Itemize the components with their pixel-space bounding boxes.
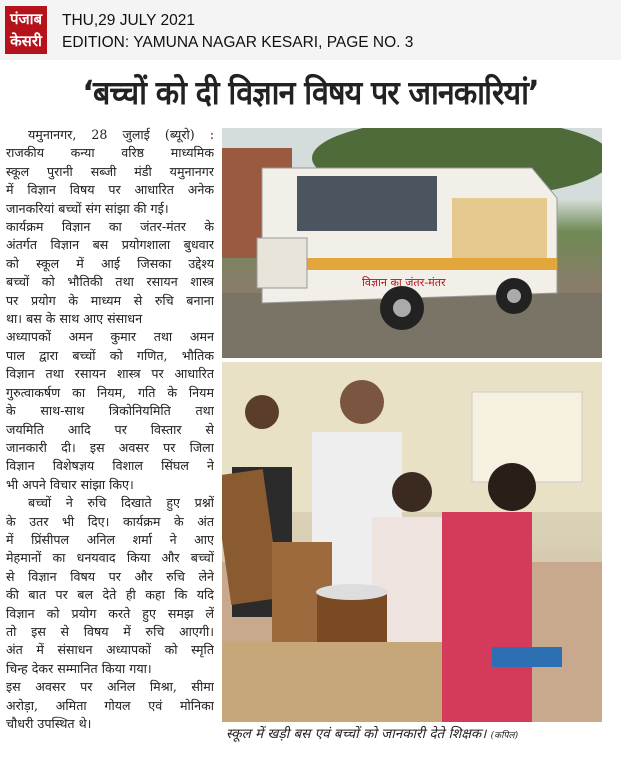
edition-date: THU,29 JULY 2021 xyxy=(62,12,195,29)
article-line: कार्यक्रम विज्ञान का जंतर-मंतर के xyxy=(6,219,214,235)
article-line: अंत में संसाधन अध्यापकों को स्मृति xyxy=(6,642,214,658)
article-line: जानकारी दी। इस अवसर पर जिला xyxy=(6,439,214,455)
logo-line-1: पंजाब xyxy=(9,10,43,28)
article-line: विज्ञान विशेषज्ञय विशाल सिंघल ने xyxy=(6,458,214,474)
photo-credit: (कपिल) xyxy=(490,731,519,741)
article-line: जयमिति आदि पर विस्तार से xyxy=(6,421,214,437)
article-line: राजकीय कन्या वरिष्ठ माध्यमिक xyxy=(6,145,214,161)
article-line: के उतर भी दिए। कार्यक्रम के अंत xyxy=(6,513,214,529)
article-line: विज्ञान तथा रसायन शास्त्र पर आधारित xyxy=(6,366,214,382)
article-line: के साथ-साथ त्रिकोनियमिति तथा xyxy=(6,403,214,419)
photo-caption xyxy=(226,724,518,742)
article-line: था। बस के साथ आए संसाधन xyxy=(6,311,143,327)
article-line: पाल द्वारा बच्चों को गणित, भौतिक xyxy=(6,347,214,363)
article-line: विज्ञान को प्रयोग करते हुए समझ लें xyxy=(6,605,214,621)
edition-header xyxy=(0,0,621,60)
article-line: बच्चों ने रुचि दिखाते हुए प्रश्नों xyxy=(28,495,214,511)
article-line: अरोड़ा, अमिता गोयल एवं मोनिका xyxy=(6,697,214,713)
article-body xyxy=(6,126,214,733)
science-bus-photo xyxy=(222,128,602,358)
article-line: यमुनानगर, 28 जुलाई (ब्यूरो) : xyxy=(28,127,214,142)
classroom-demonstration-photo xyxy=(222,362,602,722)
article-line: इस अवसर पर अनिल मिश्रा, सीमा xyxy=(6,679,214,695)
edition-info: EDITION: YAMUNA NAGAR KESARI, PAGE NO. 3 xyxy=(62,34,414,51)
article-line: से विज्ञान विषय पर और रुचि लेने xyxy=(6,568,214,584)
article-line: बच्चों को भौतिकी तथा रसायन शास्त्र xyxy=(6,274,214,290)
article-line: में विज्ञान विषय पर आधारित अनेक xyxy=(6,182,214,198)
article-line: की बात पर बल देते ही कहा कि यदि xyxy=(6,587,214,603)
logo-line-2: केसरी xyxy=(10,32,42,50)
article-line: मेहमानों का धनयवाद किया और बच्चों xyxy=(6,550,214,566)
article-line: को स्कूल में आई जिसका उद्देश्य xyxy=(6,255,214,271)
punjab-kesari-logo xyxy=(5,6,47,54)
article-line: चिन्ह देकर सम्मानित किया गया। xyxy=(6,660,152,676)
article-line: तो इस से विषय में रुचि आएगी। xyxy=(6,623,214,639)
article-line: अंतर्गत विज्ञान बस प्रयोगशाला बुधवार xyxy=(6,237,214,253)
bus-label: विज्ञान का जंतर-मंतर xyxy=(362,276,446,289)
article-line: में प्रिंसीपल अनिल शर्मा ने आए xyxy=(6,531,214,547)
headline: ‘बच्चों को दी विज्ञान विषय पर जानकारियां’ xyxy=(82,73,539,112)
caption-text: स्कूल में खड़ी बस एवं बच्चों को जानकारी देते शिक्षक। xyxy=(226,726,487,742)
article-line: गुरुत्वाकर्षण का नियम, गति के नियम xyxy=(6,384,214,400)
article-line: चौधरी उपस्थित थे। xyxy=(6,716,92,731)
article-line: भी अपने विचार सांझा किए। xyxy=(6,476,134,492)
article-line: जानकरियां बच्चों संग सांझा की गई। xyxy=(6,200,169,216)
article-line: अध्यापकों अमन कुमार तथा अमन xyxy=(6,329,214,345)
article-line: पर प्रयोग के माध्यम से रुचि बनाना xyxy=(6,292,214,308)
article-line: स्कूल पुरानी सब्जी मंडी यमुनानगर xyxy=(6,163,214,179)
